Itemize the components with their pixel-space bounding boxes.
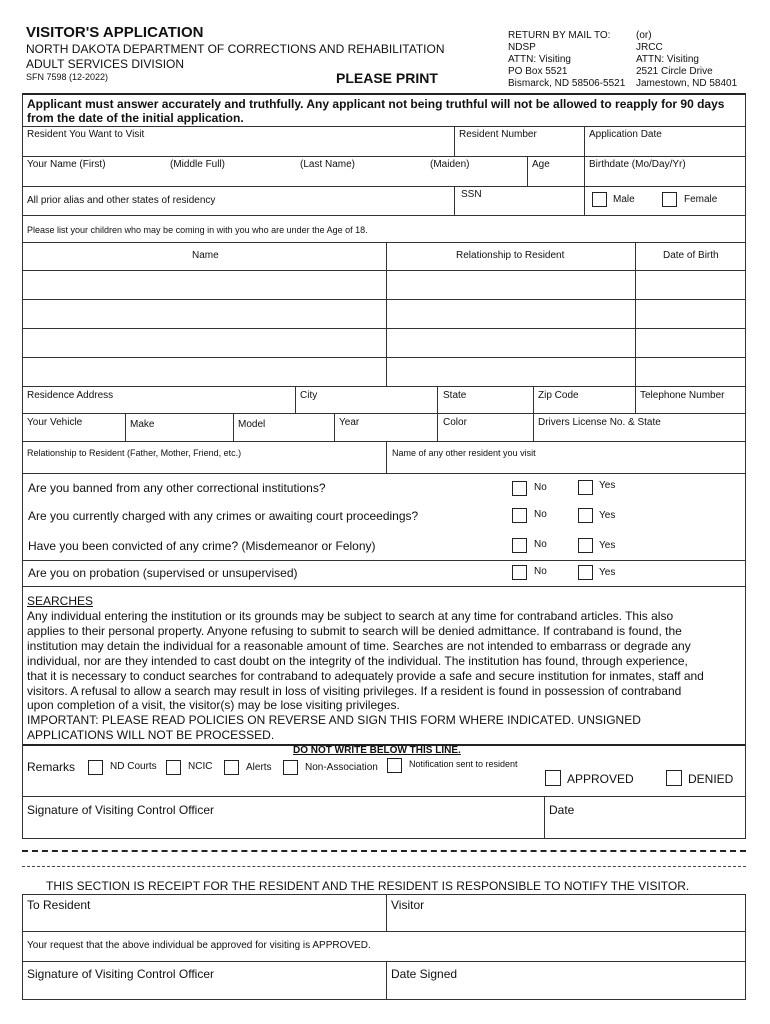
rule xyxy=(22,894,746,895)
department-name: NORTH DAKOTA DEPARTMENT OF CORRECTIONS AND REHABILITATION xyxy=(26,42,445,56)
rule xyxy=(22,186,746,187)
color-label: Color xyxy=(443,417,467,428)
approved-checkbox[interactable] xyxy=(545,770,561,786)
name-field[interactable] xyxy=(24,172,524,184)
children-prompt: Please list your children who may be coming in with you who are under the Age of 18. xyxy=(27,225,368,235)
banned-no-checkbox[interactable] xyxy=(512,481,527,496)
rule xyxy=(454,126,455,156)
birthdate-label: Birthdate (Mo/Day/Yr) xyxy=(589,159,686,170)
receipt-approved-text: Your request that the above individual be approved for visiting is APPROVED. xyxy=(27,940,371,951)
mail-line: Bismarck, ND 58506-5521 xyxy=(508,78,626,89)
rule xyxy=(527,156,528,186)
banned-yes-checkbox[interactable] xyxy=(578,480,593,495)
approved-label: APPROVED xyxy=(567,772,634,786)
rule xyxy=(22,838,746,839)
age-label: Age xyxy=(532,159,550,170)
rule xyxy=(584,156,585,186)
charged-no-checkbox[interactable] xyxy=(512,508,527,523)
resident-visit-field[interactable] xyxy=(24,142,452,154)
rule xyxy=(22,441,746,442)
alias-label: All prior alias and other states of residency xyxy=(27,195,216,206)
rule xyxy=(22,931,746,932)
no-label: No xyxy=(534,566,547,577)
rule xyxy=(22,796,746,797)
child-row[interactable] xyxy=(24,271,744,298)
receipt-heading: THIS SECTION IS RECEIPT FOR THE RESIDENT AND THE RESIDENT IS RESPONSIBLE TO NOTIFY THE VISITOR. xyxy=(46,879,690,893)
question-probation: Are you on probation (supervised or unsupervised) xyxy=(28,566,298,580)
child-relationship-header: Relationship to Resident xyxy=(456,250,565,261)
officer-signature-field[interactable] xyxy=(24,818,542,836)
rule xyxy=(386,894,387,931)
resident-number-field[interactable] xyxy=(456,142,582,154)
female-label: Female xyxy=(684,194,718,205)
rule xyxy=(22,215,746,216)
denied-label: DENIED xyxy=(688,772,734,786)
residence-address-label: Residence Address xyxy=(27,390,114,401)
ssn-label: SSN xyxy=(461,189,482,200)
mail-line: RETURN BY MAIL TO: xyxy=(508,30,611,41)
model-label: Model xyxy=(238,419,266,430)
to-resident-label: To Resident xyxy=(27,898,91,912)
age-field[interactable] xyxy=(529,172,582,184)
child-dob-header: Date of Birth xyxy=(663,250,719,261)
other-resident-label: Name of any other resident you visit xyxy=(392,448,536,458)
mail-line: PO Box 5521 xyxy=(508,66,568,77)
mail-line: (or) xyxy=(636,30,652,41)
probation-yes-checkbox[interactable] xyxy=(578,565,593,580)
name-middle-label: (Middle Full) xyxy=(170,159,226,170)
rule xyxy=(22,386,746,387)
alerts-label: Alerts xyxy=(246,762,272,773)
rule xyxy=(22,744,23,839)
receipt-officer-signature-field[interactable] xyxy=(24,982,384,998)
officer-signature-label: Signature of Visiting Control Officer xyxy=(27,803,214,817)
mail-address-ndsp xyxy=(508,30,625,90)
cut-line xyxy=(22,850,746,852)
rule xyxy=(22,473,746,474)
form-number: SFN 7598 (12-2022) xyxy=(26,72,109,82)
searches-line: APPLICATIONS WILL NOT BE PROCESSED. xyxy=(27,728,275,743)
searches-line: upon completion of a visit, the visitor(s) may be lose visiting privileges. xyxy=(27,698,400,713)
address-field[interactable] xyxy=(24,401,744,412)
make-label: Make xyxy=(130,419,155,430)
visitor-label: Visitor xyxy=(391,898,425,912)
no-label: No xyxy=(534,509,547,520)
nd-courts-checkbox[interactable] xyxy=(88,760,103,775)
birthdate-field[interactable] xyxy=(586,172,743,184)
rule xyxy=(22,961,746,962)
license-label: Drivers License No. & State xyxy=(538,417,661,428)
remarks-label: Remarks xyxy=(27,760,76,774)
male-label: Male xyxy=(613,194,635,205)
state-label: State xyxy=(443,390,467,401)
no-label: No xyxy=(534,482,547,493)
non-association-checkbox[interactable] xyxy=(283,760,298,775)
yes-label: Yes xyxy=(599,540,616,551)
ssn-field[interactable] xyxy=(456,201,582,213)
application-date-field[interactable] xyxy=(586,142,743,154)
mail-line: Jamestown, ND 58401 xyxy=(636,78,738,89)
nd-courts-label: ND Courts xyxy=(110,761,157,772)
rule xyxy=(386,961,387,1000)
office-date-label: Date xyxy=(549,803,575,817)
yes-label: Yes xyxy=(599,510,616,521)
mail-line: NDSP xyxy=(508,42,536,53)
vehicle-label: Your Vehicle xyxy=(27,417,83,428)
name-first-label: Your Name (First) xyxy=(27,159,106,170)
alerts-checkbox[interactable] xyxy=(224,760,239,775)
rule xyxy=(584,126,585,156)
do-not-write-label: DO NOT WRITE BELOW THIS LINE. xyxy=(293,745,461,756)
rule xyxy=(454,186,455,215)
rule xyxy=(544,796,545,839)
zip-label: Zip Code xyxy=(538,390,579,401)
header-rule xyxy=(22,93,746,95)
question-charged: Are you currently charged with any crimes or awaiting court proceedings? xyxy=(28,509,419,523)
child-row[interactable] xyxy=(24,300,744,327)
rule xyxy=(22,586,746,587)
rule xyxy=(22,560,746,561)
notification-label: Notification sent to resident xyxy=(409,759,518,769)
date-signed-label: Date Signed xyxy=(391,967,458,981)
please-print: PLEASE PRINT xyxy=(336,70,438,86)
name-last-label: (Last Name) xyxy=(300,159,356,170)
rule xyxy=(22,866,746,867)
searches-line: IMPORTANT: PLEASE READ POLICIES ON REVERSE AND SIGN THIS FORM WHERE INDICATED. UNSIGNED xyxy=(27,713,641,728)
ncic-checkbox[interactable] xyxy=(166,760,181,775)
searches-line: institution may detain the individual for a reasonable amount of time. Searches are not intended to embarrass or degrade any xyxy=(27,638,691,653)
denied-checkbox[interactable] xyxy=(666,770,682,786)
office-date-field[interactable] xyxy=(546,818,743,836)
charged-yes-checkbox[interactable] xyxy=(578,508,593,523)
date-signed-field[interactable] xyxy=(388,982,743,998)
mail-line: ATTN: Visiting xyxy=(636,54,699,65)
no-label: No xyxy=(534,539,547,550)
question-convicted: Have you been convicted of any crime? (Misdemeanor or Felony) xyxy=(28,539,376,553)
searches-heading: SEARCHES xyxy=(27,594,94,608)
division-name: ADULT SERVICES DIVISION xyxy=(26,57,185,71)
yes-label: Yes xyxy=(599,567,616,578)
rule xyxy=(22,413,746,414)
application-date-label: Application Date xyxy=(589,129,662,140)
ncic-label: NCIC xyxy=(188,761,213,772)
rule xyxy=(22,156,746,157)
resident-visit-label: Resident You Want to Visit xyxy=(27,129,145,140)
city-label: City xyxy=(300,390,318,401)
searches-line: individual, nor are they intended to cast doubt on the integrity of the individual. The institution has found, through experience, xyxy=(27,653,688,668)
vehicle-field[interactable] xyxy=(24,429,744,440)
rule xyxy=(745,894,746,1000)
child-name-header: Name xyxy=(192,250,219,261)
searches-body xyxy=(27,609,745,743)
searches-line: that it is necessary to conduct searches for contraband to adequately provide a safe and secure institution for inmates, staff and xyxy=(27,668,704,683)
probation-no-checkbox[interactable] xyxy=(512,565,527,580)
question-banned: Are you banned from any other correctional institutions? xyxy=(28,481,326,495)
searches-line: Any individual entering the institution or its grounds may be subject to search at any time for contraband articles. This also xyxy=(27,609,674,623)
year-label: Year xyxy=(339,417,360,428)
non-association-label: Non-Association xyxy=(305,762,378,773)
relationship-label: Relationship to Resident (Father, Mother, Friend, etc.) xyxy=(27,448,242,458)
resident-number-label: Resident Number xyxy=(459,129,537,140)
notification-checkbox[interactable] xyxy=(387,758,402,773)
rule xyxy=(22,894,23,1000)
to-resident-field[interactable] xyxy=(24,913,384,929)
truthfulness-notice: Applicant must answer accurately and truthfully. Any applicant not being truthful will not be allowed to reapply for 90 days from the date of the initial application. xyxy=(27,97,725,125)
female-checkbox[interactable] xyxy=(662,192,677,207)
mail-line: JRCC xyxy=(636,42,663,53)
child-row[interactable] xyxy=(24,329,744,356)
name-maiden-label: (Maiden) xyxy=(430,159,470,170)
relationship-field[interactable] xyxy=(24,460,744,472)
rule xyxy=(22,126,746,127)
rule xyxy=(745,744,746,839)
rule xyxy=(22,999,746,1000)
rule xyxy=(22,242,746,243)
mail-address-jrcc xyxy=(636,30,737,90)
form-border-left xyxy=(22,93,23,744)
rule xyxy=(584,186,585,215)
convicted-no-checkbox[interactable] xyxy=(512,538,527,553)
yes-label: Yes xyxy=(599,480,616,491)
male-checkbox[interactable] xyxy=(592,192,607,207)
mail-line: 2521 Circle Drive xyxy=(636,66,713,77)
mail-line: ATTN: Visiting xyxy=(508,54,571,65)
child-row[interactable] xyxy=(24,358,744,385)
searches-line: applies to their personal property. Anyone refusing to submit to search will be denied admittance. If contraband is found, the xyxy=(27,623,682,638)
telephone-label: Telephone Number xyxy=(640,390,725,401)
form-border-right xyxy=(745,93,746,744)
receipt-officer-signature-label: Signature of Visiting Control Officer xyxy=(27,967,214,981)
form-title: VISITOR'S APPLICATION xyxy=(26,24,204,41)
visitor-field[interactable] xyxy=(388,913,743,929)
convicted-yes-checkbox[interactable] xyxy=(578,538,593,553)
searches-line: visitors. A refusal to allow a search may result in loss of visiting privileges. If a resident is found in possession of contraband xyxy=(27,683,682,698)
